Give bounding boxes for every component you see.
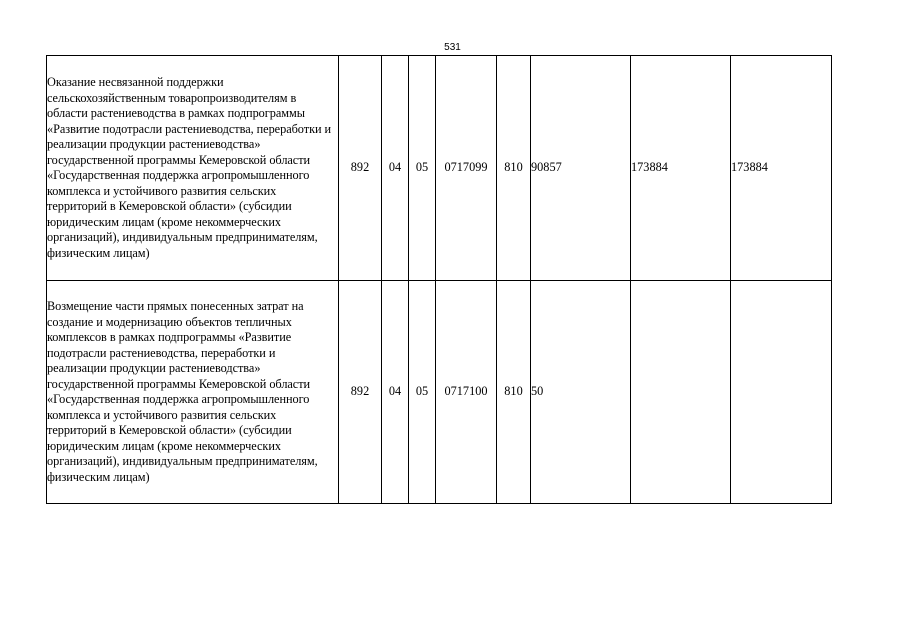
row-description: Оказание несвязанной поддержки сельскохозяйственным товаропроизводителям в области растениеводства в рамках подпрограммы «Развитие подотрасли растениеводства, переработки и реализации продукции растениеводства» государственной программы Кемеровской области «Государственная поддержка агропромышленного комплекса и устойчивого развития сельских территорий в Кемеровской области» (субсидии юридическим лицам (кроме некоммерческих организаций), индивидуальным предпринимателям, физическим лицам) [47,56,339,281]
row-description: Возмещение части прямых понесенных затрат на создание и модернизацию объектов тепличных комплексов в рамках подпрограммы «Развитие подотрасли растениеводства, переработки и реализации продукции растениеводства» государственной программы Кемеровской области «Государственная поддержка агропромышленного комплекса и устойчивого развития сельских территорий в Кемеровской области» (субсидии юридическим лицам (кроме некоммерческих организаций), индивидуальным предпринимателям, физическим лицам) [47,281,339,504]
section-code: 04 [382,56,409,281]
page-number: 531 [444,42,461,53]
section-code: 04 [382,281,409,504]
table-row [47,281,832,504]
subsection-code: 05 [409,56,436,281]
target-article-code: 0717099 [436,56,497,281]
subsection-code: 05 [409,281,436,504]
amount-year-1: 50 [531,281,631,504]
amount-year-1: 90857 [531,56,631,281]
amount-year-2: 173884 [631,56,731,281]
amount-year-2 [631,281,731,504]
target-article-code: 0717100 [436,281,497,504]
table-row [47,56,832,281]
expense-type-code: 810 [497,56,531,281]
budget-table [46,55,832,504]
amount-year-3 [731,281,832,504]
expense-type-code: 810 [497,281,531,504]
department-code: 892 [339,56,382,281]
amount-year-3: 173884 [731,56,832,281]
department-code: 892 [339,281,382,504]
